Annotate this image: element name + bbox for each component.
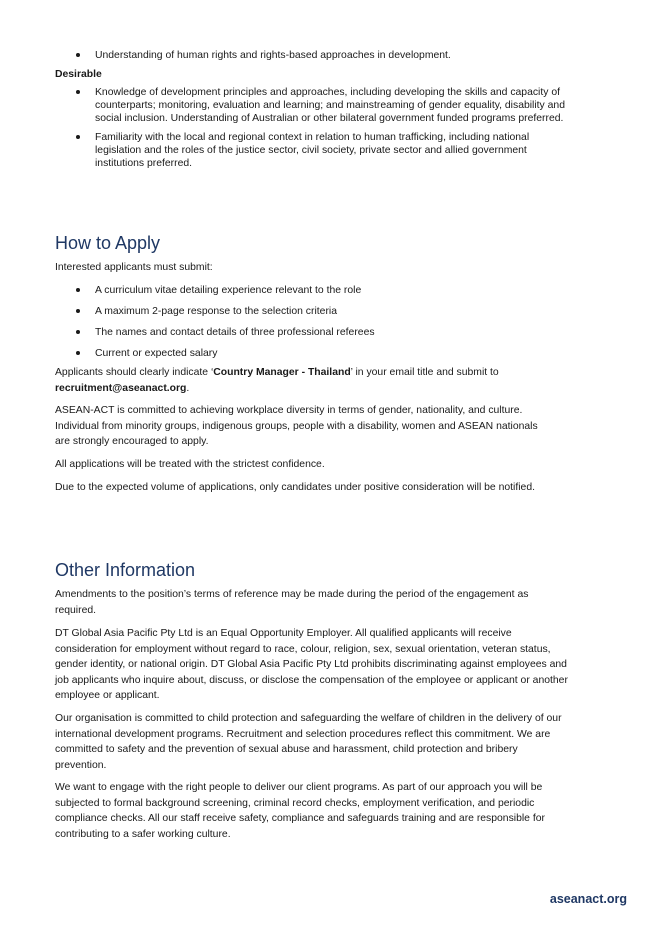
role-title: Country Manager - Thailand [213,367,351,378]
screening-paragraph: We want to engage with the right people to deliver our client programs. As part of our approach you will be subjected to formal background screening, criminal record checks, employment verification, and periodic compliance checks. All our staff receive safety, compliance and safeguards training and are responsible for contributing to a safer working culture. [55,782,545,840]
diversity-paragraph: ASEAN-ACT is committed to achieving workplace diversity in terms of gender, nationality, and culture. Individual from minority groups, indigenous groups, people with a disability, women and ASEAN nationals are strongly encouraged to apply. [55,405,538,448]
desirable-label: Desirable [55,69,102,80]
essential-list [55,49,571,62]
apply-instruction: Applicants should clearly indicate ‘Country Manager - Thailand’ in your email title and submit to recruitment@aseanact.org. [55,367,499,394]
list-item: A maximum 2-page response to the selection criteria [55,305,571,318]
list-item: Understanding of human rights and rights-based approaches in development. [55,49,571,62]
desirable-list [55,86,571,170]
list-item: Familiarity with the local and regional context in relation to human trafficking, including national legislation and the roles of the justice sector, civil society, private sector and allied government institutions preferred. [55,131,571,170]
amendments-paragraph: Amendments to the position’s terms of reference may be made during the period of the engagement as required. [55,589,529,616]
list-item: Current or expected salary [55,347,571,360]
footer-site-link[interactable]: aseanact.org [549,892,627,906]
other-information-heading: Other Information [55,560,196,580]
recruitment-email[interactable]: recruitment@aseanact.org [55,382,187,394]
confidence-paragraph: All applications will be treated with the strictest confidence. [55,459,325,470]
list-item: Knowledge of development principles and approaches, including developing the skills and capacity of counterparts; monitoring, evaluation and learning; and mainstreaming of gender equality, disability and social inclusion. Understanding of Australian or other bilateral government funded programs preferred. [55,86,571,125]
how-to-apply-heading: How to Apply [55,233,161,253]
notification-paragraph: Due to the expected volume of applications, only candidates under positive consideration will be notified. [55,482,535,493]
child-protection-paragraph: Our organisation is committed to child protection and safeguarding the welfare of children in the delivery of our international development programs. Recruitment and selection procedures reflect this commitment. We are committed to safety and the prevention of sexual abuse and harassment, child protection and bribery prevention. [55,713,562,771]
apply-intro: Interested applicants must submit: [55,262,213,273]
equal-opportunity-paragraph: DT Global Asia Pacific Pty Ltd is an Equal Opportunity Employer. All qualified applicants will receive consideration for employment without regard to race, colour, religion, sex, sexual orientation, veteran status, gender identity, or national origin. DT Global Asia Pacific Pty Ltd prohibits discriminating against employees and job applicants who inquire about, discuss, or disclose the compensation of the employee or applicant or another employee or applicant. [55,628,568,702]
apply-list [55,284,571,360]
list-item: A curriculum vitae detailing experience relevant to the role [55,284,571,297]
list-item: The names and contact details of three professional referees [55,326,571,339]
